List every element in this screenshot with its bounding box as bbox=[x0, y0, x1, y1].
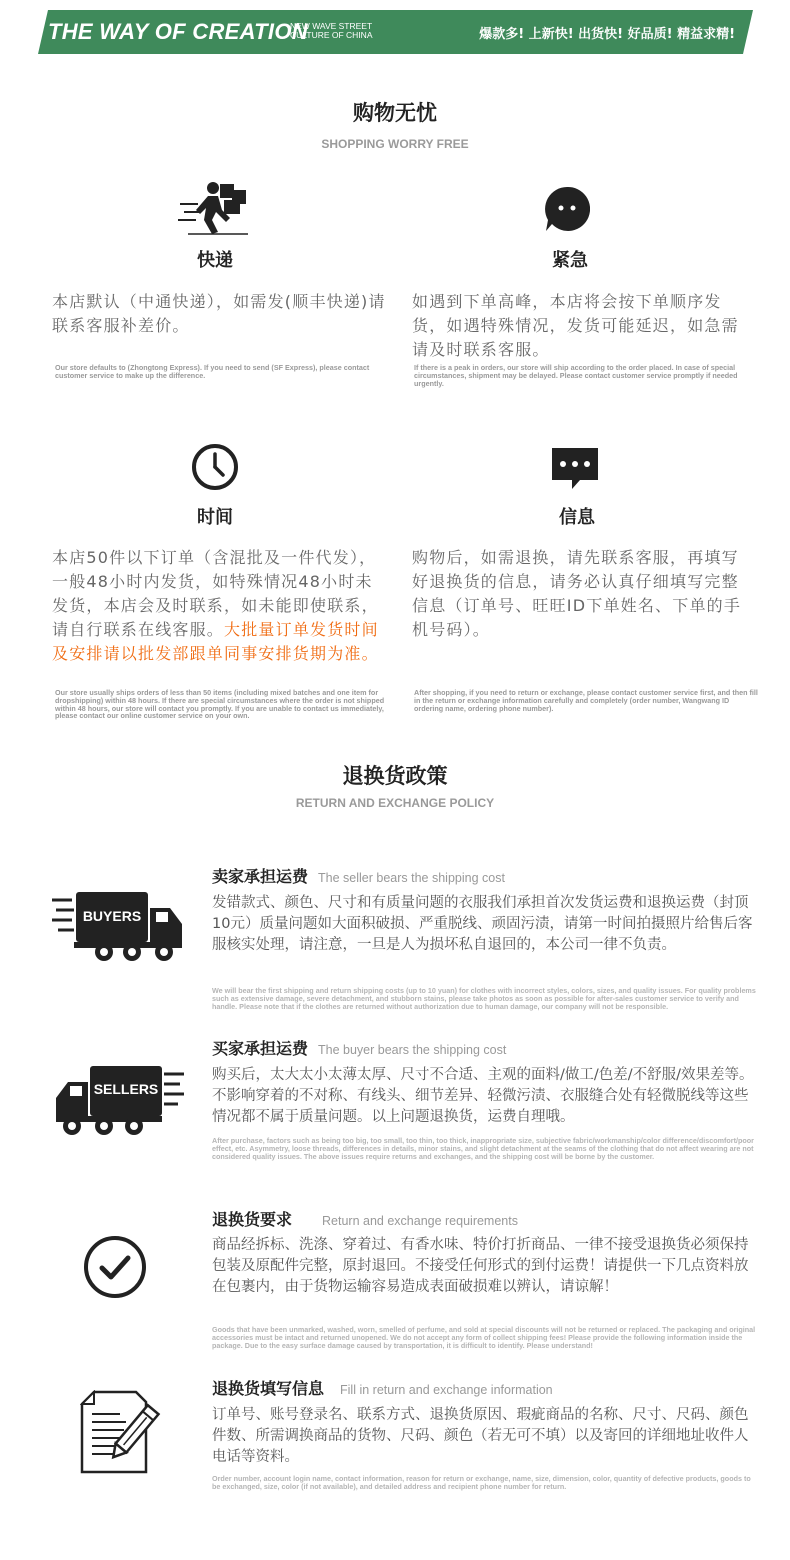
section-subtitle-return: RETURN AND EXCHANGE POLICY bbox=[295, 796, 495, 810]
banner-slogan: 爆款多! 上新快! 出货快! 好品质! 精益求精! bbox=[479, 27, 735, 42]
checkmark-circle-icon bbox=[82, 1234, 148, 1300]
policy-title-fill-info-en: Fill in return and exchange information bbox=[340, 1383, 553, 1397]
feature-text-time-main: 本店50件以下订单（含混批及一件代发），一般48小时内发货，如特殊情况48小时未发货，本店会及时联系，如未能即使联系，请自行联系在线客服。 bbox=[52, 548, 379, 639]
feature-en-time: Our store usually ships orders of less than 50 items (including mixed batches and one item for dropshipping) within 48 hours. If there are special circumstances where the order is not shipped within 48 hours, our store will contact you promptly. If you are unable to contact us immediately, please contact our online customer service on your own. bbox=[55, 688, 385, 721]
feature-text-express-main: 本店默认（中通快递），如需发(顺丰快递)请联系客服补差价。 bbox=[52, 292, 386, 335]
policy-title-requirements-en: Return and exchange requirements bbox=[322, 1214, 518, 1228]
chat-bubble-face-icon bbox=[544, 186, 590, 232]
policy-title-fill-info-cn: 退换货填写信息 bbox=[212, 1379, 325, 1398]
feature-text-time bbox=[52, 546, 387, 666]
truck-buyers-icon bbox=[52, 890, 184, 964]
banner-title: THE WAY OF CREATION bbox=[48, 19, 308, 44]
feature-text-time-highlight: 大批量订单发货时间及安排请以批发部跟单同事安排货期为准。 bbox=[52, 620, 379, 663]
policy-en-seller: We will bear the first shipping and return shipping costs (up to 10 yuan) for clothes with incorrect styles, colors, sizes, and quality issues. For quality problems such as extensive damage, severe detachment, and stubborn stains, please take photos as soon as possible for after-sales customer service to verify and handle. Please note that if the clothes are returned without authorization due to human damage, our company will not be responsible. bbox=[212, 986, 756, 1011]
banner-subtitle bbox=[290, 22, 373, 40]
policy-title-seller-en: The seller bears the shipping cost bbox=[318, 871, 505, 885]
feature-text-info bbox=[412, 546, 747, 642]
section-subtitle-shopping: SHOPPING WORRY FREE bbox=[321, 137, 469, 151]
feature-text-urgent-main: 如遇到下单高峰，本店将会按下单顺序发货，如遇特殊情况，发货可能延迟，如急需请及时联系客服。 bbox=[412, 292, 739, 359]
feature-text-info-main: 购物后，如需退换，请先联系客服，再填写好退换货的信息，请务必认真仔细填写完整信息（订单号、旺旺ID下单姓名、下单的手机号码）。 bbox=[412, 548, 742, 639]
message-dots-icon bbox=[550, 446, 600, 490]
policy-title-buyer bbox=[212, 1036, 506, 1059]
policy-title-buyer-cn: 买家承担运费 bbox=[212, 1039, 309, 1058]
feature-en-express: Our store defaults to (Zhongtong Express). If you need to send (SF Express), please contact customer service to make up the difference. bbox=[55, 363, 370, 380]
feature-en-info: After shopping, if you need to return or exchange, please contact customer service first, and then fill in the return or exchange information carefully and completely (order number, Wangwang ID ordering name, ordering phone number). bbox=[414, 688, 758, 713]
banner-subtitle-line1: NEW WAVE STREET bbox=[290, 21, 373, 31]
feature-text-urgent bbox=[412, 290, 747, 362]
feature-en-urgent: If there is a peak in orders, our store will ship according to the order placed. In case of special circumstances, shipment may be delayed. Please contact customer service promptly if needed urgently. bbox=[414, 363, 738, 388]
policy-text-seller: 发错款式、颜色、尺寸和有质量问题的衣服我们承担首次发货运费和退换运费（封顶10元）质量问题如大面积破损、严重脱线、顽固污渍，请第一时间拍摄照片给售后客服核实处理，请注意，一旦是人为损坏私自退回的，本公司一律不负责。 bbox=[212, 895, 753, 953]
policy-text-buyer: 购买后，太大太小太薄太厚、尺寸不合适、主观的面料/做工/色差/不舒服/效果差等。不影响穿着的不对称、有线头、细节差异、轻微污渍、衣服缝合处有轻微脱线等这些情况都不属于质量问题。以上问题退换货，运费自理哦。 bbox=[212, 1067, 754, 1125]
policy-title-seller bbox=[212, 864, 505, 887]
clock-icon bbox=[190, 442, 240, 492]
document-pen-icon bbox=[80, 1390, 172, 1474]
section-title-shopping: 购物无忧 bbox=[353, 101, 437, 125]
feature-title-express: 快递 bbox=[197, 250, 233, 271]
policy-en-buyer: After purchase, factors such as being too big, too small, too thin, too thick, inappropriate size, subjective fabric/workmanship/color difference/discomfort/poor effect, etc. Asymmetry, loose threads, differences in details, minor stains, and slight detachment at the seams of the clothing that do not affect wearing are not considered quality issues. The above issues require returns and exchanges, and the shipping cost will be borne by the customer. bbox=[212, 1136, 754, 1161]
policy-en-fill-info: Order number, account login name, contact information, reason for return or exchange, name, size, dimension, color, quantity of defective products, goods to be exchanged, size, color (if not available), and detailed address and recipient phone number for return. bbox=[212, 1474, 751, 1491]
policy-title-requirements bbox=[212, 1207, 518, 1230]
policy-title-requirements-cn: 退换货要求 bbox=[212, 1210, 293, 1229]
feature-title-time: 时间 bbox=[197, 507, 233, 528]
section-title-return: 退换货政策 bbox=[342, 764, 448, 788]
header-banner bbox=[38, 10, 753, 54]
policy-title-fill-info bbox=[212, 1376, 553, 1399]
policy-en-requirements: Goods that have been unmarked, washed, worn, smelled of perfume, and sold at special discounts will not be returned or replaced. The packaging and original accessories must be intact and returned unopened. We do not accept any form of collect shipping fees! Please provide the following information inside the package. Due to the easy surface damage caused by transportation, it is difficult to identify. Please understand! bbox=[212, 1325, 756, 1350]
feature-text-express bbox=[52, 290, 387, 338]
feature-title-info: 信息 bbox=[559, 507, 595, 528]
policy-text-requirements: 商品经拆标、洗涤、穿着过、有香水味、特价打折商品、一律不接受退换货必须保持包装及原配件完整，原封退回。不接受任何形式的到付运费！请提供一下几点资料放在包裹内，由于货物运输容易造成表面破损难以辨认，请谅解！ bbox=[212, 1237, 749, 1295]
banner-subtitle-line2: CULTURE OF CHINA bbox=[290, 30, 373, 40]
truck-sellers-icon bbox=[54, 1064, 186, 1138]
delivery-runner-icon bbox=[178, 180, 254, 236]
truck-buyers-label: BUYERS bbox=[82, 908, 142, 924]
policy-title-buyer-en: The buyer bears the shipping cost bbox=[318, 1043, 507, 1057]
policy-title-seller-cn: 卖家承担运费 bbox=[212, 867, 309, 886]
feature-title-urgent: 紧急 bbox=[552, 250, 588, 271]
policy-text-fill-info: 订单号、账号登录名、联系方式、退换货原因、瑕疵商品的名称、尺寸、尺码、颜色件数、所需调换商品的货物、尺码、颜色（若无可不填）以及寄回的详细地址收件人电话等资料。 bbox=[212, 1407, 749, 1465]
truck-sellers-label: SELLERS bbox=[93, 1081, 159, 1097]
